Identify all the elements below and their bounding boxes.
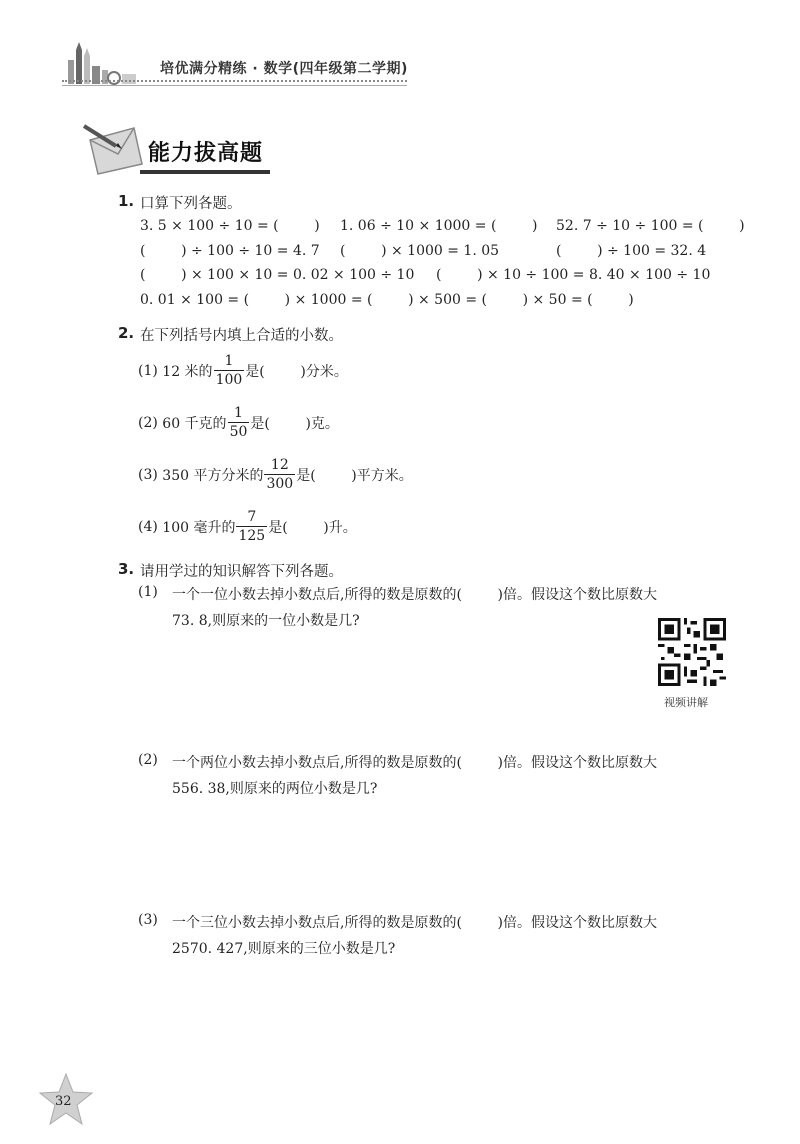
calc-line: 3. 5 × 100 ÷ 10 = ( ) bbox=[140, 218, 320, 234]
header-title: 培优满分精练 · 数学(四年级第二学期) bbox=[160, 61, 408, 77]
fraction-denominator: 100 bbox=[215, 372, 243, 388]
item-label: (2) bbox=[138, 752, 158, 768]
item-text: 是( )克。 bbox=[250, 415, 339, 432]
item-label: (1) bbox=[138, 362, 158, 379]
question-number: 3. bbox=[118, 560, 135, 578]
fraction-item bbox=[138, 456, 413, 493]
question-prompt: 请用学过的知识解答下列各题。 bbox=[140, 564, 343, 580]
fraction-numerator: 1 bbox=[234, 405, 243, 421]
question-number: 2. bbox=[118, 324, 135, 342]
item-text: 12 米的 bbox=[162, 363, 213, 380]
item-label: (3) bbox=[138, 466, 158, 483]
qr-label: 视频讲解 bbox=[664, 696, 708, 709]
item-text: 是( )升。 bbox=[268, 519, 357, 536]
calc-line: ( ) × 10 ÷ 100 = 8. 40 × 100 ÷ 10 bbox=[436, 267, 711, 283]
item-text: 60 千克的 bbox=[162, 415, 227, 432]
question-number: 1. bbox=[118, 192, 135, 210]
item-text: 是( )平方米。 bbox=[296, 467, 413, 484]
envelope-pencil-icon bbox=[82, 118, 148, 178]
item-text: 一个一位小数去掉小数点后,所得的数是原数的( )倍。假设这个数比原数大 bbox=[172, 587, 657, 603]
item-label: (1) bbox=[138, 584, 158, 600]
item-text: 一个两位小数去掉小数点后,所得的数是原数的( )倍。假设这个数比原数大 bbox=[172, 755, 657, 771]
fraction-item bbox=[138, 508, 357, 545]
calc-line: 1. 06 ÷ 10 × 1000 = ( ) bbox=[340, 218, 538, 234]
item-text: 350 平方分米的 bbox=[162, 467, 264, 484]
section-underline bbox=[140, 170, 270, 174]
fraction-item bbox=[138, 352, 348, 389]
qr-code-icon[interactable] bbox=[658, 618, 726, 686]
fraction bbox=[264, 456, 295, 493]
page-number: 32 bbox=[55, 1094, 72, 1109]
calc-line: 52. 7 ÷ 10 ÷ 100 = ( ) bbox=[556, 218, 745, 234]
fraction bbox=[214, 352, 245, 389]
calc-line: 0. 01 × 100 = ( ) × 1000 = ( ) × 500 = ( ) × 50 = ( ) bbox=[140, 292, 634, 308]
header-divider bbox=[62, 80, 407, 82]
calc-line: ( ) × 100 × 10 = 0. 02 × 100 ÷ 10 bbox=[140, 267, 415, 283]
item-text: 一个三位小数去掉小数点后,所得的数是原数的( )倍。假设这个数比原数大 bbox=[172, 915, 657, 931]
item-label: (3) bbox=[138, 912, 158, 928]
fraction-denominator: 300 bbox=[266, 476, 294, 492]
item-text: 是( )分米。 bbox=[245, 363, 348, 380]
fraction-item bbox=[138, 404, 339, 441]
item-text: 2570. 427,则原来的三位小数是几? bbox=[172, 941, 396, 957]
item-text: 73. 8,则原来的一位小数是几? bbox=[172, 613, 360, 629]
section-title: 能力拔高题 bbox=[148, 141, 264, 166]
question-prompt: 口算下列各题。 bbox=[140, 196, 242, 212]
item-text: 100 毫升的 bbox=[162, 519, 236, 536]
fraction bbox=[236, 508, 267, 545]
item-label: (4) bbox=[138, 518, 158, 535]
fraction-denominator: 125 bbox=[238, 528, 266, 544]
calc-line: ( ) ÷ 100 = 32. 4 bbox=[556, 243, 707, 259]
item-text: 556. 38,则原来的两位小数是几? bbox=[172, 781, 378, 797]
fraction-numerator: 7 bbox=[247, 509, 257, 525]
fraction-numerator: 1 bbox=[224, 353, 234, 369]
calc-line: ( ) × 1000 = 1. 05 bbox=[340, 243, 500, 259]
fraction bbox=[228, 404, 250, 441]
header-divider bbox=[62, 85, 407, 86]
fraction-numerator: 12 bbox=[270, 457, 289, 473]
item-label: (2) bbox=[138, 414, 158, 431]
calc-line: ( ) ÷ 100 ÷ 10 = 4. 7 bbox=[140, 243, 320, 259]
question-prompt: 在下列括号内填上合适的小数。 bbox=[140, 328, 343, 344]
fraction-denominator: 50 bbox=[229, 424, 248, 440]
